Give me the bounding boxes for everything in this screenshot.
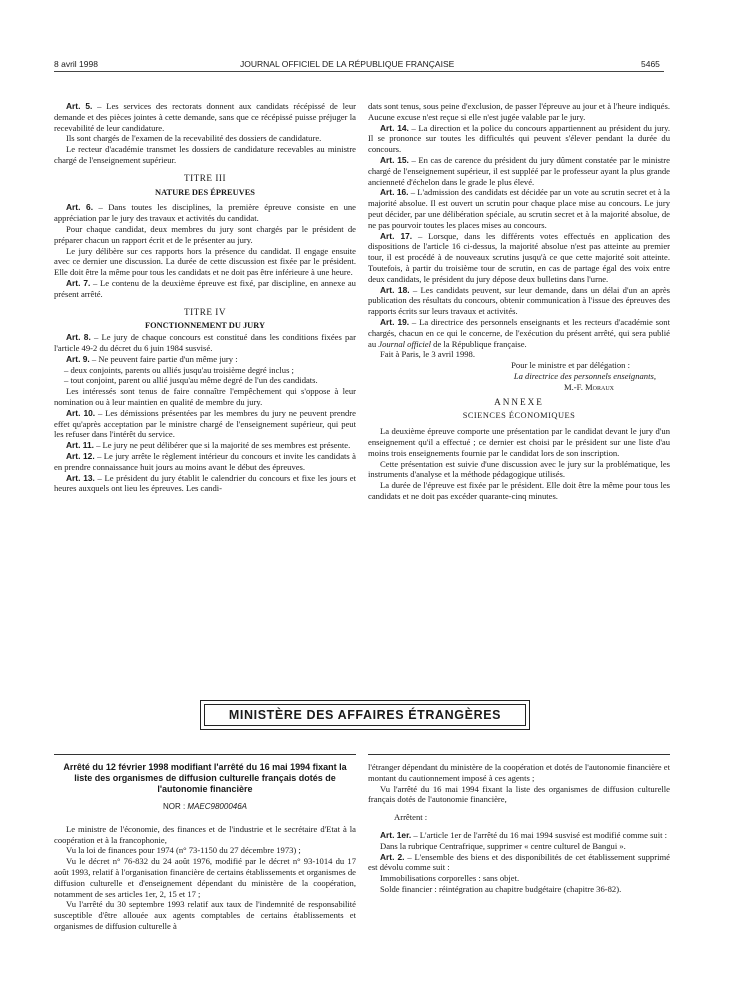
ministry-heading-box xyxy=(200,700,530,730)
header-rule xyxy=(54,71,664,72)
right-column: dats sont tenus, sous peine d'exclusion, de passer l'épreuve au jour et à l'heure indiqués. Aucune excuse n'est reçue si elle n'est jugée valable par le jury. Art. 14. – La direction et la police du concours appartiennent au président du jury. Il se prononce sur toutes les difficultés qui peuvent s'élever pendant la durée du concours. Art. 15. – En cas de carence du président du jury dûment constatée par le ministre chargé de l'enseignement supérieur, il est suppléé par le professeur ayant la plus grande ancienneté d'échelon dans le grade le plus élevé. Art. 16. – L'admission des candidats est décidée par un vote au scrutin secret et à la majorité absolue. Il est ouvert un scrutin pour chaque place mise au concours. Le jury peut décider, par une délibération spéciale, au scrutin secret et à la majorité absolue, de ne pas pourvoir toutes les places mises au concours. Art. 17. – Lorsque, dans les différents votes effectués en application des dispositions de l'article 16 ci-dessus, la majorité absolue n'est pas atteinte au premier tour, il est procédé à de nouveaux scrutins jusqu'à ce que cette majorité soit atteinte. Toutefois, à partir du troisième tour de scrutin, en cas de partage égal des voix entre deux candidats, le président du jury dépose deux bulletins dans l'urne. Art. 18. – Les candidats peuvent, sur leur demande, dans un délai d'un an après publication des résultats du concours, obtenir communication à l'issue des épreuves des rapports écrits sur leurs travaux et activités. Art. 19. – La directrice des personnels enseignants et les recteurs d'académie sont chargés, chacun en ce qui le concerne, de l'exécution du présent arrêté, qui sera publié au Journal officiel de la République française. Fait à Paris, le 3 avril 1998. Pour le ministre et par délégation : La directrice des personnels enseignants, M.-F. Moraux ANNEXE SCIENCES ÉCONOMIQUES La deuxième épreuve comporte une présentation par le candidat devant le jury d'un enseignement qu'il a effectué ; ce dernier est choisi par le président sur une liste d'au moins trois enseignements fournie par le candidat lors de son inscription. Cette présentation est suivie d'une discussion avec le jury sur la problématique, les instruments d'analyse et la méthode pédagogique utilisés. La durée de l'épreuve est fixée par le président. Elle doit être la même pour tous les candidats et ne doit pas excéder quarante-cinq minutes. xyxy=(368,101,670,501)
header-journal-title: JOURNAL OFFICIEL DE LA RÉPUBLIQUE FRANÇAISE xyxy=(240,59,455,69)
titre-iii-subheading: NATURE DES ÉPREUVES xyxy=(155,187,255,197)
section-rule-left xyxy=(54,754,356,755)
article-18: Art. 18. – Les candidats peuvent, sur leur demande, dans un délai d'un an après publication des résultats du concours, obtenir communication à l'issue des épreuves des rapports écrits sur leurs travaux et activités. xyxy=(368,284,670,317)
decree-left-column: Arrêté du 12 février 1998 modifiant l'arrêté du 16 mai 1994 fixant la liste des organismes de diffusion culturelle français dotés de l'autonomie financière NOR : MAEC9800046A Le ministre de l'économie, des finances et de l'industrie et le secrétaire d'Etat à la coopération et à la francophonie, Vu la loi de finances pour 1974 (n° 73-1150 du 27 décembre 1973) ; Vu le décret n° 76-832 du 24 août 1976, modifié par le décret n° 93-1014 du 17 août 1993, relatif à l'organisation financière de certains établissements et organismes de diffusion culturelle et d'enseignement dépendant du ministère de la coopération, notamment de ses articles 1er, 2, 15 et 17 ; Vu l'arrêté du 30 septembre 1993 relatif aux taux de l'indemnité de responsabilité susceptible d'être allouée aux agents comptables de certains établissements et organismes de diffusion culturelle à xyxy=(54,762,356,931)
article-5: Art. 5. – Les services des rectorats donnent aux candidats récépissé de leur demande et des pièces jointes à cette demande, sans que ce récépissé puisse préjuger la recevabilité de leur candidature. xyxy=(54,101,356,133)
annexe-heading: ANNEXE xyxy=(494,396,544,407)
decree-article-1: Art. 1er. – L'article 1er de l'arrêté du 16 mai 1994 susvisé est modifié comme suit : xyxy=(380,829,668,840)
article-8: Art. 8. – Le jury de chaque concours est constitué dans les conditions fixées par l'article 49-2 du décret du 6 juin 1984 susvisé. xyxy=(54,332,356,353)
article-10: Art. 10. – Les démissions présentées par les membres du jury ne peuvent prendre effet qu'après acceptation par le ministre chargé de l'enseignement supérieur, qui peut les refuser dans l'intérêt du service. xyxy=(54,407,356,440)
nor-reference: NOR : MAEC9800046A xyxy=(162,802,248,811)
annexe-subheading: SCIENCES ÉCONOMIQUES xyxy=(462,411,576,421)
fait-a-paris: Fait à Paris, le 3 avril 1998. xyxy=(380,349,475,360)
titre-iv-heading: TITRE IV xyxy=(183,306,226,317)
article-15: Art. 15. – En cas de carence du président du jury dûment constatée par le ministre chargé de l'enseignement supérieur, il est suppléé par le professeur ayant la plus grande ancienneté d'échelon dans le grade le plus élevé. xyxy=(368,154,670,187)
article-19: Art. 19. – La directrice des personnels enseignants et les recteurs d'académie sont chargés, chacun en ce qui le concerne, de l'exécution du présent arrêté, qui sera publié au Journal officiel de la République française. xyxy=(368,316,670,349)
article-6: Art. 6. – Dans toutes les disciplines, la première épreuve consiste en une appréciation par le jury des travaux et activités du candidat. xyxy=(54,202,356,224)
article-16: Art. 16. – L'admission des candidats est décidée par un vote au scrutin secret et à la majorité absolue. Il est ouvert un scrutin pour chaque place mise au concours. Le jury peut décider, par une délibération spéciale, au scrutin secret et à la majorité absolue, de ne pas pourvoir toutes les places mises au concours. xyxy=(368,187,670,230)
left-column: Art. 5. – Les services des rectorats donnent aux candidats récépissé de leur demande et des pièces jointes à cette demande, sans que ce récépissé puisse préjuger la recevabilité de leur candidature. Ils sont chargés de l'examen de la recevabilité des dossiers de candidature. Le recteur d'académie transmet les dossiers de candidature recevables au ministre chargé de l'enseignement supérieur. TITRE III NATURE DES ÉPREUVES Art. 6. – Dans toutes les disciplines, la première épreuve consiste en une appréciation par le jury des travaux et activités du candidat. Pour chaque candidat, deux membres du jury sont chargés par le président de préparer chacun un rapport écrit et de le présenter au jury. Le jury délibère sur ces rapports hors la présence du candidat. Il engage ensuite avec ce dernier une discussion. La durée de cette discussion est fixée par le président. Elle doit être la même pour tous les candidats et ne doit pas être inférieure à une heure. Art. 7. – Le contenu de la deuxième épreuve est fixé, par discipline, en annexe au présent arrêté. TITRE IV FONCTIONNEMENT DU JURY Art. 8. – Le jury de chaque concours est constitué dans les conditions fixées par l'article 49-2 du décret du 6 juin 1984 susvisé. Art. 9. – Ne peuvent faire partie d'un même jury : – deux conjoints, parents ou alliés jusqu'au troisième degré inclus ; – tout conjoint, parent ou allié jusqu'au même degré de l'un des candidats. Les intéressés sont tenus de faire connaître l'empêchement qui s'oppose à leur nomination ou à leur maintien en qualité de membre du jury. Art. 10. – Les démissions présentées par les membres du jury ne peuvent prendre effet qu'après acceptation par le ministre chargé de l'enseignement supérieur, qui peut les refuser dans l'intérêt du service. Art. 11. – Le jury ne peut délibérer que si la majorité de ses membres est présente. Art. 12. – Le jury arrête le règlement intérieur du concours et invite les candidats à en prendre connaissance huit jours au moins avant le début des épreuves. Art. 13. – Le président du jury établit le calendrier du concours et fixe les jours et heures auxquels ont lieu les épreuves. Les candi- xyxy=(54,101,356,494)
signature-line-2: La directrice des personnels enseignants, xyxy=(513,370,656,381)
signature-line-1: Pour le ministre et par délégation : xyxy=(511,360,630,371)
article-9: Art. 9. – Ne peuvent faire partie d'un même jury : xyxy=(66,353,238,364)
article-7: Art. 7. – Le contenu de la deuxième épreuve est fixé, par discipline, en annexe au présent arrêté. xyxy=(54,277,356,299)
article-14: Art. 14. – La direction et la police du concours appartiennent au président du jury. Il se prononce sur toutes les difficultés qui peuvent s'élever pendant la durée du concours. xyxy=(368,122,670,155)
article-11: Art. 11. – Le jury ne peut délibérer que si la majorité de ses membres est présente. xyxy=(66,440,351,451)
decree-article-2: Art. 2. – L'ensemble des biens et des disponibilités de cet établissement supprimé est dévolu comme suit : xyxy=(368,851,670,873)
titre-iii-heading: TITRE III xyxy=(184,172,226,183)
section-rule-right xyxy=(368,754,670,755)
article-13: Art. 13. – Le président du jury établit le calendrier du concours et fixe les jours et heures auxquels ont lieu les épreuves. Les candi- xyxy=(54,472,356,494)
decree-right-column: l'étranger dépendant du ministère de la coopération et dotés de l'autonomie financière et montant du cautionnement imposé à ces agents ; Vu l'arrêté du 16 mai 1994 fixant la liste des organismes de diffusion culturelle français dotés de l'autonomie financière, Arrêtent : Art. 1er. – L'article 1er de l'arrêté du 16 mai 1994 susvisé est modifié comme suit : Dans la rubrique Centrafrique, supprimer « centre culturel de Bangui ». Art. 2. – L'ensemble des biens et des disponibilités de cet établissement supprimé est dévolu comme suit : Immobilisations corporelles : sans objet. Solde financier : réintégration au chapitre budgétaire (chapitre 36-82). xyxy=(368,762,670,894)
arretent: Arrêtent : xyxy=(394,812,428,823)
header-date: 8 avril 1998 xyxy=(54,59,98,69)
header-page-number: 5465 xyxy=(641,59,660,69)
article-17: Art. 17. – Lorsque, dans les différents votes effectués en application des dispositions de l'article 16 ci-dessus, la majorité absolue n'est pas atteinte au premier tour, il est procédé à de nouveaux scrutins jusqu'à ce que cette majorité soit atteinte. Toutefois, à partir du troisième tour de scrutin, en cas de partage égal des voix entre deux candidats, le président du jury dépose deux bulletins dans l'urne. xyxy=(368,230,670,284)
titre-iv-subheading: FONCTIONNEMENT DU JURY xyxy=(144,321,266,331)
ministry-heading: MINISTÈRE DES AFFAIRES ÉTRANGÈRES xyxy=(204,704,526,726)
signature-name: M.-F. Moraux xyxy=(563,381,614,392)
article-12: Art. 12. – Le jury arrête le règlement intérieur du concours et invite les candidats à en prendre connaissance huit jours au moins avant le début des épreuves. xyxy=(54,450,356,472)
decree-title: Arrêté du 12 février 1998 modifiant l'arrêté du 16 mai 1994 fixant la liste des organismes de diffusion culturelle français dotés de l'autonomie financière xyxy=(63,762,347,794)
